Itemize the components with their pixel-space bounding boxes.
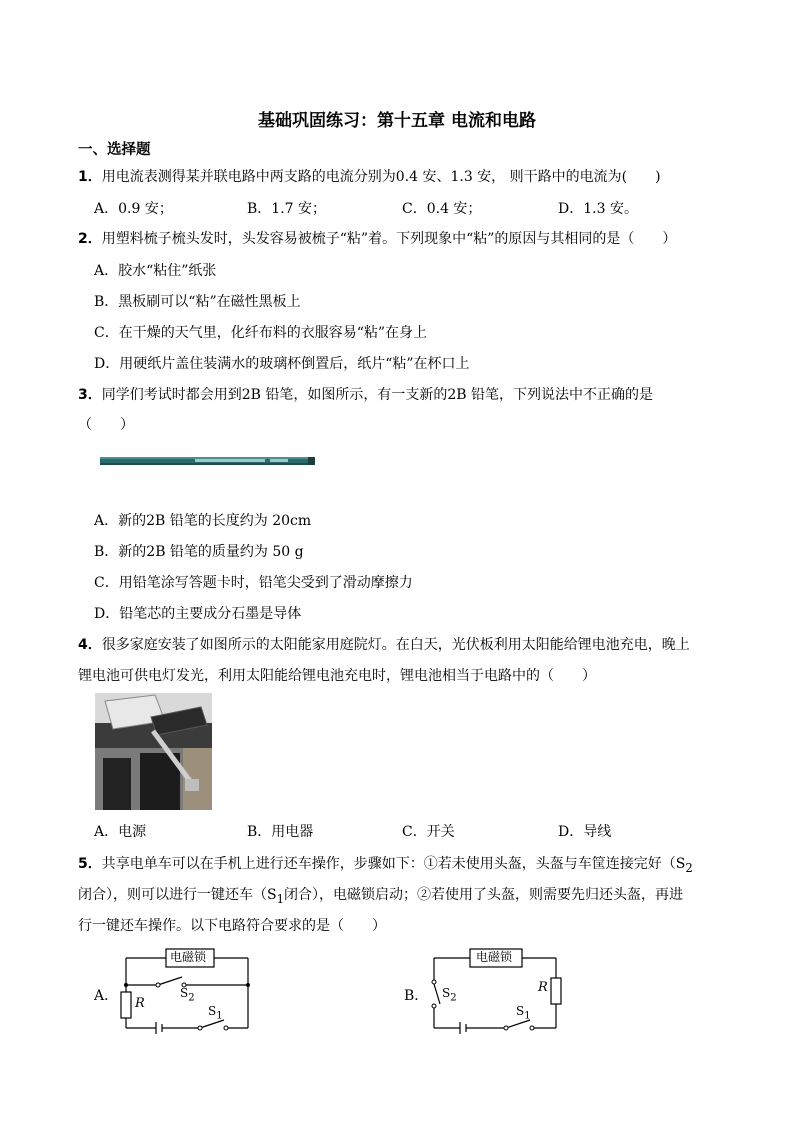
question-3 <box>78 384 653 404</box>
question-1 <box>78 166 661 186</box>
q3-option-c: C．用铅笔涂写答题卡时，铅笔尖受到了滑动摩擦力 <box>94 575 413 591</box>
question-number: 2． <box>78 231 102 247</box>
q1-option-c: C．0.4 安； <box>402 201 482 217</box>
subscript: 2 <box>685 860 693 875</box>
q4-option-d: D．导线 <box>558 824 612 840</box>
question-3-paren: （ ） <box>78 417 134 433</box>
question-5 <box>78 853 693 875</box>
section-heading: 一、选择题 <box>78 142 151 158</box>
q3-option-b: B．新的2B 铅笔的质量约为 50 g <box>94 544 304 560</box>
q3-option-a: A．新的2B 铅笔的长度约为 20cm <box>94 513 312 529</box>
pencil-image <box>100 455 315 467</box>
question-number: 1． <box>78 169 102 185</box>
circuit-a-label: A． <box>94 988 119 1004</box>
q4-option-a: A．电源 <box>94 824 147 840</box>
question-5-line2 <box>78 884 683 906</box>
question-text: 很多家庭安装了如图所示的太阳能家用庭院灯。在白天，光伏板利用太阳能给锂电池充电，晚上 <box>101 637 690 653</box>
switch-s2-label: $S_2$ <box>442 986 457 1004</box>
switch-s2-label: $S_2$ <box>180 986 195 1004</box>
q2-option-d: D．用硬纸片盖住装满水的玻璃杯倒置后，纸片“粘”在杯口上 <box>94 356 470 372</box>
q2-option-a: A．胶水“粘住”纸张 <box>94 263 217 279</box>
lock-label: 电磁锁 <box>476 950 513 964</box>
q1-option-a: A．0.9 安； <box>94 201 173 217</box>
q1-option-b: B．1.7 安； <box>247 201 327 217</box>
question-4 <box>78 634 690 654</box>
q4-option-b: B．用电器 <box>247 824 314 840</box>
question-text: 同学们考试时都会用到2B 铅笔，如图所示，有一支新的2B 铅笔，下列说法中不正确的是 <box>101 387 654 403</box>
question-number: 5． <box>78 856 102 872</box>
question-number: 3． <box>78 387 102 403</box>
question-2 <box>78 228 676 248</box>
q4-option-c: C．开关 <box>402 824 455 840</box>
q2-option-b: B．黑板刷可以“粘”在磁性黑板上 <box>94 294 301 310</box>
switch-s1-label: $S_1$ <box>516 1004 531 1022</box>
subscript: 1 <box>276 891 285 906</box>
question-text: 用塑料梳子梳头发时，头发容易被梳子“粘”着。下列现象中“粘”的原因与其相同的是（ ） <box>101 231 677 247</box>
circuit-b-label: B． <box>404 988 429 1004</box>
question-text: 共享电单车可以在手机上进行还车操作，步骤如下：①若未使用头盔，头盔与车筐连接完好（S <box>101 856 686 872</box>
q3-option-d: D．铅笔芯的主要成分石墨是导体 <box>94 606 302 622</box>
q1-option-d: D．1.3 安。 <box>558 201 638 217</box>
page-title: 基础巩固练习：第十五章 电流和电路 <box>258 111 536 131</box>
question-4-line2: 锂电池可供电灯发光，利用太阳能给锂电池充电时，锂电池相当于电路中的（ ） <box>78 668 596 684</box>
resistor-label: R <box>135 996 145 1011</box>
q2-option-c: C．在干燥的天气里，化纤布料的衣服容易“粘”在身上 <box>94 325 428 341</box>
question-5-line3: 行一键还车操作。以下电路符合要求的是（ ） <box>78 918 386 934</box>
text-segment: 闭合），则可以进行一键还车（S <box>78 887 277 903</box>
solar-lamp-photo <box>95 693 212 810</box>
text-segment: 闭合），电磁锁启动；②若使用了头盔，则需要先归还头盔，再进 <box>284 887 684 903</box>
question-text: 用电流表测得某并联电路中两支路的电流分别为0.4 安、1.3 安， 则干路中的电流为( ) <box>101 169 661 185</box>
lock-label: 电磁锁 <box>170 950 207 964</box>
switch-s1-label: $S_1$ <box>208 1004 223 1022</box>
question-number: 4． <box>78 637 102 653</box>
resistor-label: R <box>538 980 548 995</box>
